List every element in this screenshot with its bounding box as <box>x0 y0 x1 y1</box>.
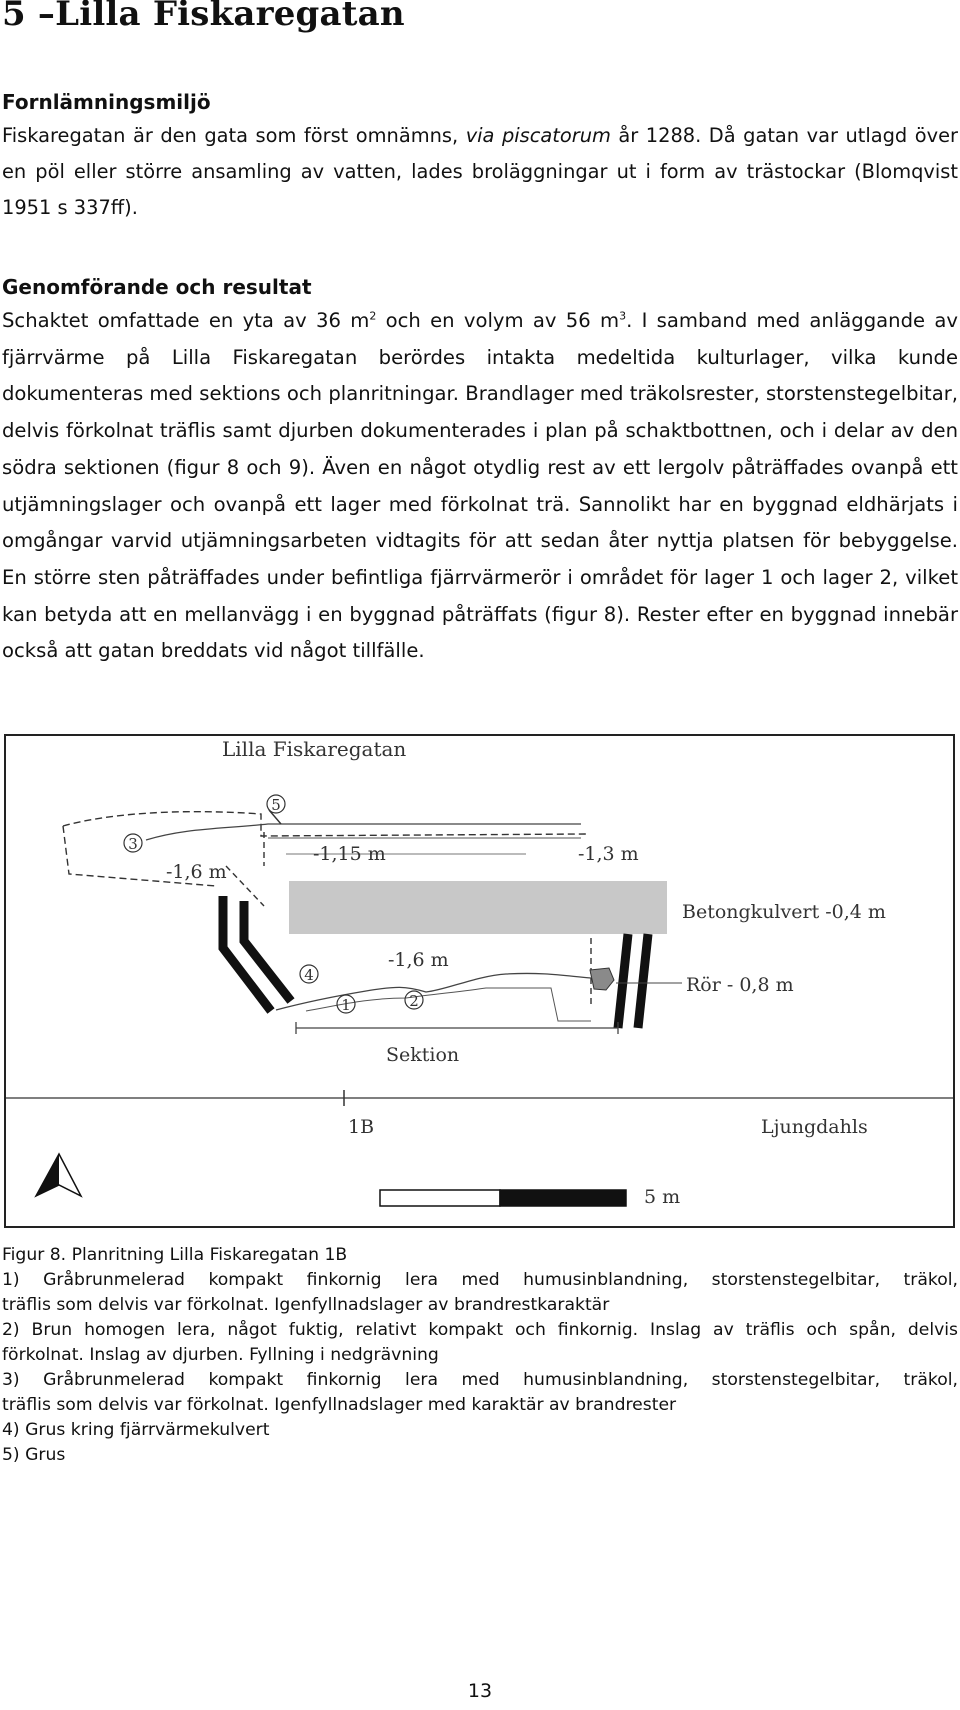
depth-label: -1,6 m <box>166 861 227 883</box>
paragraph-text: Schaktet omfattade en yta av 36 m <box>2 309 370 332</box>
svg-text:1: 1 <box>341 996 351 1014</box>
trench-outline <box>226 866 264 906</box>
paragraph-text: . I samband med anläggande av fjärrvärme på Lilla Fiskaregatan berördes intakta medeltida kulturlager, vilka kunde dokumenteras med sektions och planritningar. Brandlager med träkolsrester, storstenstegelbitar, delvis förkolnat träflis samt djurben dokumenterades i plan på schaktbottnen, och i delar av den södra sektionen (figur 8 och 9). Även en något otydlig rest av ett lergolv påträffades ovanpå ett utjämningslager och ovanpå ett lager med förkolnat trä. Sannolikt har en byggnad eldhärjats i omgångar varvid utjämningsarbeten vidtagits för att sedan åter nyttja platsen för bebyggelse. En större sten påträffades under befintliga fjärrvärmerör i området för lager 1 och lager 2, vilket kan betyda att en mellanvägg i en byggnad påträffats (figur 8). Rester efter en byggnad innebär också att gatan breddats vid något tillfälle. <box>2 309 958 663</box>
section-heading-genomforande: Genomförande och resultat <box>2 275 312 299</box>
chapter-title: 5 –Lilla Fiskaregatan <box>2 0 405 34</box>
svg-text:4: 4 <box>304 966 314 984</box>
scale-label: 5 m <box>644 1186 681 1208</box>
caption-title: Figur 8. Planritning Lilla Fiskaregatan 1B <box>2 1245 348 1265</box>
plot-label: 1B <box>348 1116 375 1138</box>
caption-line: 5) Grus <box>2 1445 66 1465</box>
svg-text:3: 3 <box>128 835 138 853</box>
depth-label: -1,6 m <box>388 949 449 971</box>
plan-drawing-figure <box>4 734 955 1228</box>
svg-text:2: 2 <box>409 992 419 1010</box>
layer-marker-4 <box>300 965 318 984</box>
stone <box>590 968 614 990</box>
bottom-profile <box>276 973 591 1010</box>
layer-marker-3 <box>124 834 142 853</box>
depth-label: -1,3 m <box>578 843 639 865</box>
latin-term: via piscatorum <box>465 124 611 147</box>
concrete-culvert-label: Betongkulvert -0,4 m <box>682 901 886 923</box>
paragraph-text: år 1288. Då gatan var utlagd över en pöl eller större ansamling av vatten, lades broläggningar ut i form av trästockar (Blomqvist 1951 s 337ff). <box>2 124 958 219</box>
section-heading-fornlamningsmiljo: Fornlämningsmiljö <box>2 90 211 114</box>
caption-line: förkolnat. Inslag av djurben. Fyllning i nedgrävning <box>2 1345 439 1365</box>
caption-line: 1) Gråbrunmelerad kompakt finkornig lera med humusinblandning, storstenstegelbitar, träkol, <box>2 1270 958 1290</box>
section-paragraph-genomforande <box>2 303 958 670</box>
figure-caption <box>2 1243 958 1468</box>
superscript: 2 <box>369 309 377 323</box>
svg-text:5: 5 <box>271 796 281 814</box>
scale-bar-white <box>380 1190 500 1206</box>
caption-line: träflis som delvis var förkolnat. Igenfyllnadslager med karaktär av brandrester <box>2 1395 677 1415</box>
depth-label: -1,15 m <box>313 843 386 865</box>
neighbor-label: Ljungdahls <box>761 1116 868 1138</box>
street-label: Lilla Fiskaregatan <box>222 737 407 761</box>
scale-bar-black <box>500 1190 626 1206</box>
pipe-label: Rör - 0,8 m <box>686 974 794 996</box>
superscript: 3 <box>619 309 627 323</box>
caption-line: träflis som delvis var förkolnat. Igenfyllnadslager av brandrestkaraktär <box>2 1295 610 1315</box>
heating-pipe <box>618 934 628 1028</box>
layer-marker-2 <box>405 991 423 1010</box>
section-label: Sektion <box>386 1044 460 1066</box>
caption-line: 2) Brun homogen lera, något fuktig, relativt kompakt och finkornig. Inslag av träflis och spån, delvis <box>2 1320 958 1340</box>
heating-pipe <box>638 934 648 1028</box>
paragraph-text: Fiskaregatan är den gata som först omnämns, <box>2 124 466 147</box>
concrete-culvert <box>289 881 667 934</box>
caption-line: 4) Grus kring fjärrvärmekulvert <box>2 1420 270 1440</box>
layer-marker-5 <box>267 795 285 814</box>
paragraph-text: och en volym av 56 m <box>376 309 620 332</box>
caption-line: 3) Gråbrunmelerad kompakt finkornig lera med humusinblandning, storstenstegelbitar, träkol, <box>2 1370 958 1390</box>
section-paragraph-fornlamningsmiljo <box>2 118 958 226</box>
page-number: 13 <box>467 1680 493 1702</box>
plan-drawing <box>6 736 953 1226</box>
